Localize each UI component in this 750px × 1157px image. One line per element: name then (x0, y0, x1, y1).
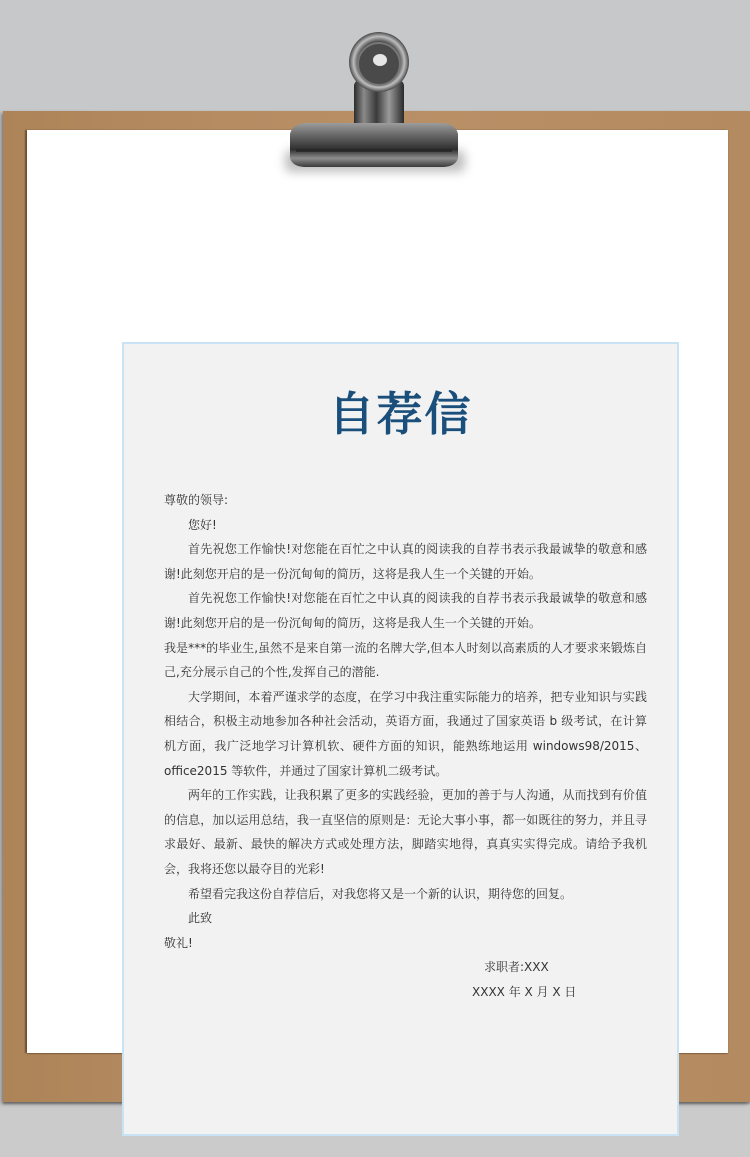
closing-line-2: 敬礼! (164, 935, 193, 950)
signature: 求职者:XXX (484, 960, 549, 975)
paragraph: 两年的工作实践，让我积累了更多的实践经验，更加的善于与人沟通，从而找到有价值的信息，加以运用总结，我一直坚信的原则是：无论大事小事，都一如既往的努力，并且寻求最好、最新、最快的解决方式或处理方法，脚踏实地得，真真实实得完成。请给予我机会，我将还您以最夺目的光彩! (164, 788, 647, 876)
greeting: 您好! (188, 517, 217, 532)
paper-sheet (27, 130, 728, 1053)
page-title: 自荐信 (328, 387, 473, 441)
binder-clip-icon (284, 24, 464, 172)
letter-body (164, 488, 647, 1004)
paragraph: 首先祝您工作愉快!对您能在百忙之中认真的阅读我的自荐书表示我最诚挚的敬意和感谢!此刻您开启的是一份沉甸甸的简历，这将是我人生一个关键的开始。 (164, 591, 647, 630)
closing-line-1: 此致 (188, 911, 213, 926)
paragraph: 大学期间，本着严谨求学的态度，在学习中我注重实际能力的培养，把专业知识与实践相结合，积极主动地参加各种社会活动，英语方面，我通过了国家英语 b 级考试，在计算机方面，我广泛地学习计算机软、硬件方面的知识，能熟练地运用 windows98/2015、office2015 等软件，并通过了国家计算机二级考试。 (164, 689, 647, 778)
salutation: 尊敬的领导: (164, 493, 229, 507)
paragraph: 我是***的毕业生,虽然不是来自第一流的名牌大学,但本人时刻以高素质的人才要求来锻炼自己,充分展示自己的个性,发挥自己的潜能. (164, 640, 647, 680)
paragraph: 希望看完我这份自荐信后，对我您将又是一个新的认识，期待您的回复。 (188, 886, 573, 901)
date: XXXX 年 X 月 X 日 (472, 984, 577, 999)
paragraph: 首先祝您工作愉快!对您能在百忙之中认真的阅读我的自荐书表示我最诚挚的敬意和感谢!此刻您开启的是一份沉甸甸的简历，这将是我人生一个关键的开始。 (164, 542, 647, 581)
letter-frame (122, 342, 679, 1136)
